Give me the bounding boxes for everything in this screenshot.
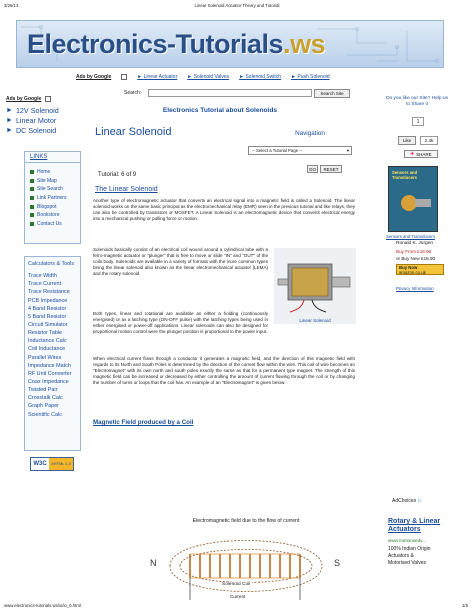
links-item[interactable]: Bookstore [25,211,80,220]
navigation-heading: Navigation [295,130,325,137]
arrow-icon: ► [6,106,13,114]
site-logo[interactable]: Electronics-Tutorials.ws [27,29,326,59]
section2-title[interactable]: Magnetic Field produced by a Coil [93,419,194,426]
print-page: 1/5 [462,603,468,608]
bullet-icon [30,222,34,226]
calc-item[interactable]: Trace Current [28,281,62,288]
main-content [93,356,355,386]
left-ad-link[interactable]: ► Linear Motor [6,115,57,125]
left-ads [6,96,86,135]
links-box [24,151,81,244]
ad-info-icon[interactable] [45,96,51,102]
links-item[interactable]: Site Search [25,185,80,194]
calc-item[interactable]: Impedance Match [28,362,71,369]
calc-item[interactable]: Twisted Pair [28,387,58,394]
top-ads-label[interactable]: Ads by Google [76,74,112,80]
calc-item[interactable]: Graph Paper [28,403,59,410]
calc-item[interactable]: PCB Impedance [28,297,68,304]
main-content [93,247,268,277]
paragraph: When electrical current flows through a conductor it generates a magnetic field, and the direction of this magnetic field with regards to its North and South Poles is determined by the direction of the current flow within the wire. This coil of wire becomes an "Electromagnet" with its own north and south poles exactly the same as that for a permanent type magnet. The strength of this magnetic field can be increased or decreased by either controlling the amount of current flowing through the coil or by changing the number of turns or loops that the coil has. An example of an "Electromagnet" is given below. [93,356,355,386]
calc-item[interactable]: Trace Resistance [28,289,70,296]
buy-new: or Buy New £16.90 [396,256,436,261]
links-item[interactable]: Contact Us [25,220,80,229]
paragraph: Another type of electromagnetic actuator that converts an electrical signal into a magnetic field is called a Solenoid. The linear solenoid works on the same basic principal as the electromechanical relay (EMR) seen in the previous tutorial and like relays, they can also be controlled by transistors or MOSFET. A Linear Solenoid is an electromagnetic device that converts electrical energy into a mechanical pushing or pulling force or motion. [93,198,355,222]
left-ad-link[interactable]: ► DC Solenoid [6,125,57,135]
book-author: Ronald K. Jurgen [396,241,434,246]
solenoid-photo [274,248,356,324]
figure-title: Electromagnetic field due to the flow of current [192,518,300,524]
share-icon: ✚ [410,151,415,156]
left-ad-link[interactable]: ► 12V Solenoid [6,105,59,115]
arrow-icon: ► [6,116,13,124]
like-count: 1 [412,117,424,126]
bullet-icon [30,213,34,217]
north-pole-label: N [150,558,157,568]
links-item[interactable]: Home [25,168,80,177]
ad-text: Actuators & [388,553,414,559]
adchoices[interactable]: AdChoices ▷ [392,498,423,504]
south-pole-label: S [334,558,341,568]
share-question: Do you like our Site? Help us to Share it [386,96,448,107]
print-title: Linear Solenoid Actuator Theory and Tutorial [194,3,280,8]
buy-from[interactable]: Buy From £16.90 [396,249,432,254]
calc-item[interactable]: Inductance Calc [28,338,67,345]
left-ads-label[interactable]: Ads by Google [6,96,42,102]
coil-label: Solenoid Coil [222,582,251,587]
calc-item[interactable]: Resistor Table [28,330,63,337]
search-label: Search: [124,90,142,96]
section-title[interactable]: The Linear Solenoid [95,186,158,193]
ad-info-icon[interactable] [121,74,127,80]
calculators-box [24,256,81,451]
buy-now-button[interactable]: Buy Now amazon.co.uk [396,264,444,275]
paragraph: Solenoids basically consist of an electrical coil wound around a cylindrical tube with a ferro-magnetic actuator or "plunger" that is free to move or slide "IN" and "OUT" of the coils body. Solenoids are available in a variety of formats with the more common types being the linear solenoid also known as the linear electromechanical actuator (LEMA) and the rotary solenoid. [93,247,268,277]
bullet-icon [30,179,34,183]
book-link[interactable]: Sensors and Transducers [386,234,435,239]
chevron-down-icon: ▾ [346,147,349,153]
calc-item[interactable]: Parallel Wires [28,354,62,361]
top-nav [76,74,416,82]
links-item[interactable]: Blogspot [25,202,80,211]
main-content [93,198,355,222]
coil-field-diagram-icon [140,526,352,606]
calc-item[interactable]: RF Unit Converter [28,370,72,377]
search-input[interactable] [148,89,312,97]
ad-text: Motorised Valves [388,560,426,566]
top-nav-item[interactable]: ► Linear Actuator [137,74,178,80]
calc-item[interactable]: Coax Impedance [28,378,69,385]
print-url: www.electronics-tutorials.ws/io/io_6.html [4,603,81,608]
calc-item[interactable]: Scientific Calc [28,411,62,418]
like-button[interactable]: Like [398,136,416,145]
ad-title[interactable]: Rotary & Linear Actuators [388,518,441,533]
ad-url[interactable]: www.motionsedv... [388,538,426,543]
electromagnet-figure [140,516,352,606]
links-item[interactable]: Site Map [25,177,80,186]
bullet-icon [30,170,34,174]
site-header [16,20,444,68]
ad-text: 100% Indian Origin [388,546,431,552]
print-date: 3/26/13 [4,3,19,8]
reset-button[interactable]: RESET [320,165,342,173]
share-button[interactable]: ✚ SHARE [404,150,438,158]
links-item[interactable]: Link Partners [25,194,80,203]
search-button[interactable]: Search Site [314,89,350,98]
arrow-icon: ► [6,126,13,134]
book-cover[interactable]: Sensors and Transducers [388,166,438,232]
paragraph: Both types, linear and rotational are available as either a holding (continuously energised) or as a latching type (ON-OFF pulse) with the latching types being used in either energised or power-off applications. Linear solenoids can also be designed for proportional motion control were the plunger position is proportional to the power input. [93,311,268,335]
site-subtitle: Electronics Tutorial about Solenoids [162,107,278,114]
calc-item[interactable]: Circuit Simulator [28,321,68,328]
go-button[interactable]: GO [308,166,316,172]
calc-item[interactable]: Crosstalk Calc [28,395,63,402]
tutorial-select[interactable]: -- Select a Tutorial Page -- ▾ [248,146,352,155]
sensor-image-icon [389,183,437,219]
top-nav-item[interactable]: ► Push Solenoid [291,74,330,80]
w3c-badge[interactable]: W3C XHTML 1.0 [30,457,74,471]
image-caption: Linear Solenoid [299,318,331,323]
tutorial-counter: Tutorial: 6 of 9 [98,172,137,178]
bullet-icon [30,187,34,191]
calc-heading: Calculators & Tools [28,261,75,267]
privacy-link[interactable]: Privacy Information [396,286,434,291]
current-label: Current [230,594,246,599]
links-heading: LINKS [25,152,80,163]
solenoid-image-icon [274,248,356,318]
like-count-2: 2.4k [420,136,438,145]
calc-item[interactable]: 5 Band Resistor [28,313,67,320]
bullet-icon [30,205,34,209]
calc-item[interactable]: Coil Inductance [28,346,66,353]
calc-item[interactable]: Trace Width [28,273,57,280]
page-title: Linear Solenoid [95,126,172,138]
adchoices-icon: ▷ [418,498,423,504]
top-nav-item[interactable]: ► Solenoid Switch [239,74,282,80]
bullet-icon [30,196,34,200]
calc-item[interactable]: 4 Band Resistor [28,305,67,312]
top-nav-item[interactable]: ► Solenoid Valves [187,74,230,80]
